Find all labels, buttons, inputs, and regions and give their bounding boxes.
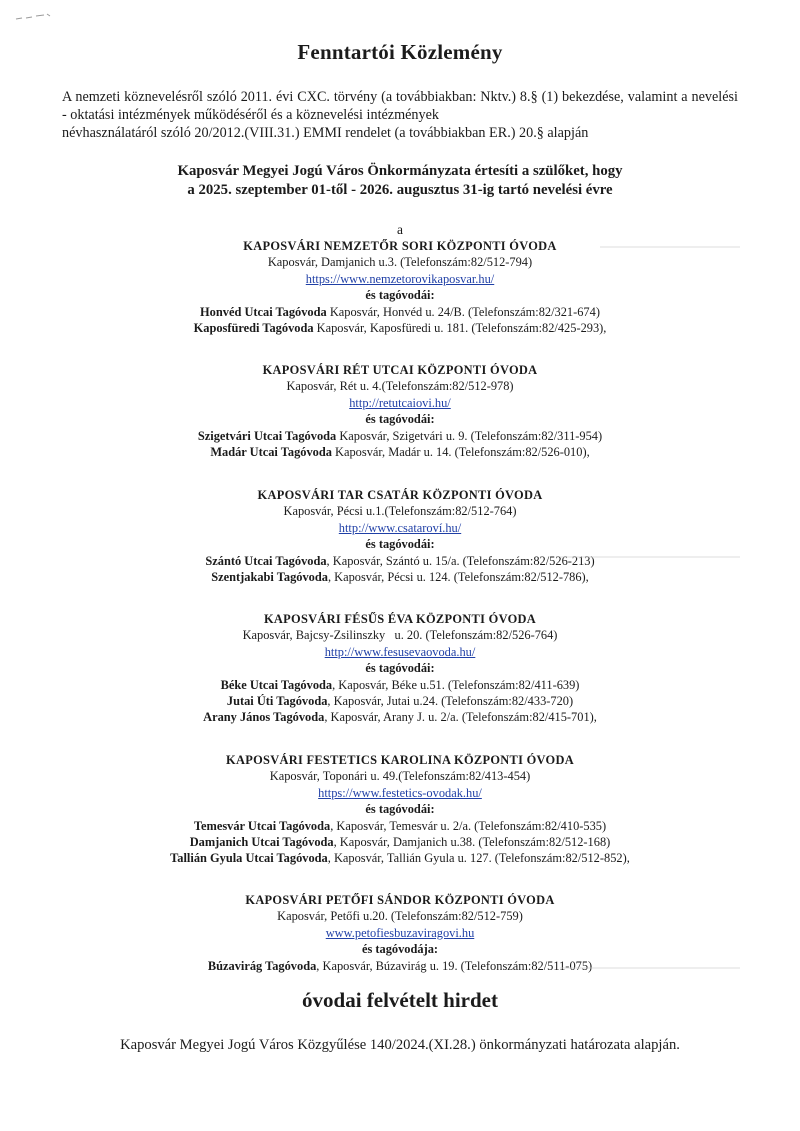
branch-name: Jutai Úti Tagóvoda <box>226 694 328 709</box>
kindergarten-block-petofi <box>0 892 800 974</box>
branch-name: Béke Utcai Tagóvoda <box>220 677 333 692</box>
intro-paragraph <box>62 88 738 142</box>
subheading-line-2: a 2025. szeptember 01-től - 2026. augusztus 31-ig tartó nevelési évre <box>187 182 613 198</box>
branch-details: , Kaposvár, Temesvár u. 2/a. (Telefonszám:82/410-535) <box>330 818 607 833</box>
article-a: a <box>397 222 403 237</box>
branches-label: és tagóvodája: <box>361 942 439 957</box>
branch-line <box>0 958 800 974</box>
kindergarten-address: Kaposvár, Pécsi u.1.(Telefonszám:82/512-764) <box>283 504 517 519</box>
branch-name: Búzavirág Tagóvoda <box>207 958 317 973</box>
scan-show-through <box>600 246 740 248</box>
document-title: Fenntartói Közlemény <box>297 40 503 64</box>
branches-label: és tagóvodái: <box>365 802 435 817</box>
branch-line <box>0 320 800 336</box>
branches-label: és tagóvodái: <box>365 288 435 303</box>
subheading-line-1: Kaposvár Megyei Jogú Város Önkormányzata értesíti a szülőket, hogy <box>177 163 623 179</box>
branch-name: Szentjakabi Tagóvoda <box>211 570 328 585</box>
kindergarten-address: Kaposvár, Rét u. 4.(Telefonszám:82/512-978) <box>286 379 514 394</box>
intro-line-3: névhasználatáról szóló 20/2012.(VIII.31.) EMMI rendelet (a továbbiakban ER.) 20.§ alapján <box>62 125 589 141</box>
kindergarten-name: KAPOSVÁRI NEMZETŐR SORI KÖZPONTI ÓVODA <box>243 239 557 253</box>
intro-line-1: A nemzeti köznevelésről szóló 2011. évi CXC. törvény (a továbbiakban: Nktv.) 8.§ (1) bekezdése, <box>62 89 624 105</box>
branch-line <box>0 693 800 709</box>
kindergarten-block-fesus-eva <box>0 611 800 726</box>
branch-line <box>0 569 800 585</box>
footer-resolution: Kaposvár Megyei Jogú Város Közgyűlése 140/2024.(XI.28.) önkormányzati határozata alapján. <box>120 1037 680 1053</box>
branch-line <box>0 834 800 850</box>
branch-details: , Kaposvár, Szántó u. 15/a. (Telefonszám:82/526-213) <box>326 553 595 568</box>
branch-name: Szigetvári Utcai Tagóvoda <box>197 428 337 443</box>
branches-label: és tagóvodái: <box>365 661 435 676</box>
branches-label: és tagóvodái: <box>365 412 435 427</box>
branch-details: , Kaposvár, Jutai u.24. (Telefonszám:82/433-720) <box>327 694 574 709</box>
kindergarten-address: Kaposvár, Bajcsy-Zsilinszky u. 20. (Telefonszám:82/526-764) <box>242 628 558 643</box>
kindergarten-block-tar-csatar <box>0 487 800 585</box>
branch-line <box>0 850 800 866</box>
kindergarten-block-nemzetor <box>0 238 800 336</box>
branch-name: Tallián Gyula Utcai Tagóvoda <box>170 851 328 866</box>
scan-show-through <box>560 556 740 558</box>
branch-details: , Kaposvár, Tallián Gyula u. 127. (Telefonszám:82/512-852), <box>327 851 630 866</box>
kindergarten-name: KAPOSVÁRI TAR CSATÁR KÖZPONTI ÓVODA <box>257 488 543 502</box>
scan-artifact-mark <box>14 12 58 22</box>
kindergarten-address: Kaposvár, Petőfi u.20. (Telefonszám:82/512-759) <box>277 909 523 924</box>
kindergarten-website-link[interactable]: http://www.csataroví.hu/ <box>338 520 462 535</box>
branch-details: , Kaposvár, Búzavirág u. 19. (Telefonszám:82/511-075) <box>316 958 593 973</box>
kindergarten-website-link[interactable]: http://www.fesusevaovoda.hu/ <box>324 644 476 659</box>
notice-subheading <box>0 162 800 200</box>
branch-line <box>0 818 800 834</box>
branch-details: , Kaposvár, Pécsi u. 124. (Telefonszám:82/512-786), <box>327 570 589 585</box>
kindergarten-address: Kaposvár, Toponári u. 49.(Telefonszám:82/413-454) <box>269 769 531 784</box>
branch-line <box>0 444 800 460</box>
intro-line-2: valamint a nevelési - oktatási intézmények működéséről és a köznevelési intézmények <box>62 89 738 123</box>
branch-details: Kaposvár, Honvéd u. 24/B. (Telefonszám:82/321-674) <box>326 304 600 319</box>
branch-line <box>0 677 800 693</box>
kindergarten-name: KAPOSVÁRI RÉT UTCAI KÖZPONTI ÓVODA <box>262 363 538 377</box>
kindergarten-block-ret-utcai <box>0 362 800 460</box>
branch-details: , Kaposvár, Arany J. u. 2/a. (Telefonszám:82/415-701), <box>324 710 597 725</box>
branch-name: Temesvár Utcai Tagóvoda <box>193 818 331 833</box>
branch-line <box>0 709 800 725</box>
announcement-heading: óvodai felvételt hirdet <box>302 988 498 1012</box>
branch-name: Madár Utcai Tagóvoda <box>210 445 332 460</box>
kindergarten-name: KAPOSVÁRI FESTETICS KAROLINA KÖZPONTI ÓVODA <box>226 753 574 767</box>
branch-details: Kaposvár, Madár u. 14. (Telefonszám:82/526-010), <box>331 445 590 460</box>
branch-details: Kaposvár, Szigetvári u. 9. (Telefonszám:82/311-954) <box>336 428 603 443</box>
branch-name: Arany János Tagóvoda <box>203 710 325 725</box>
branch-name: Szántó Utcai Tagóvoda <box>205 553 327 568</box>
branch-line <box>0 428 800 444</box>
branch-details: , Kaposvár, Béke u.51. (Telefonszám:82/411-639) <box>332 677 580 692</box>
kindergarten-website-link[interactable]: www.petofiesbuzaviragovi.hu <box>325 925 475 940</box>
kindergarten-block-festetics <box>0 752 800 867</box>
scan-show-through <box>560 967 740 969</box>
branch-name: Damjanich Utcai Tagóvoda <box>189 835 334 850</box>
kindergarten-website-link[interactable]: https://www.nemzetorovikaposvar.hu/ <box>305 271 495 286</box>
branch-name: Honvéd Utcai Tagóvoda <box>200 304 327 319</box>
kindergarten-website-link[interactable]: https://www.festetics-ovodak.hu/ <box>318 785 482 800</box>
branch-line <box>0 304 800 320</box>
kindergarten-website-link[interactable]: http://retutcaiovi.hu/ <box>349 395 451 410</box>
branch-name: Kaposfüredi Tagóvoda <box>193 321 314 336</box>
branch-details: Kaposvár, Kaposfüredi u. 181. (Telefonszám:82/425-293), <box>313 321 607 336</box>
kindergarten-name: KAPOSVÁRI FÉSŰS ÉVA KÖZPONTI ÓVODA <box>263 612 537 626</box>
branches-label: és tagóvodái: <box>365 537 435 552</box>
kindergarten-name: KAPOSVÁRI PETŐFI SÁNDOR KÖZPONTI ÓVODA <box>245 893 555 907</box>
branch-details: , Kaposvár, Damjanich u.38. (Telefonszám:82/512-168) <box>333 835 611 850</box>
kindergarten-address: Kaposvár, Damjanich u.3. (Telefonszám:82/512-794) <box>267 255 533 270</box>
